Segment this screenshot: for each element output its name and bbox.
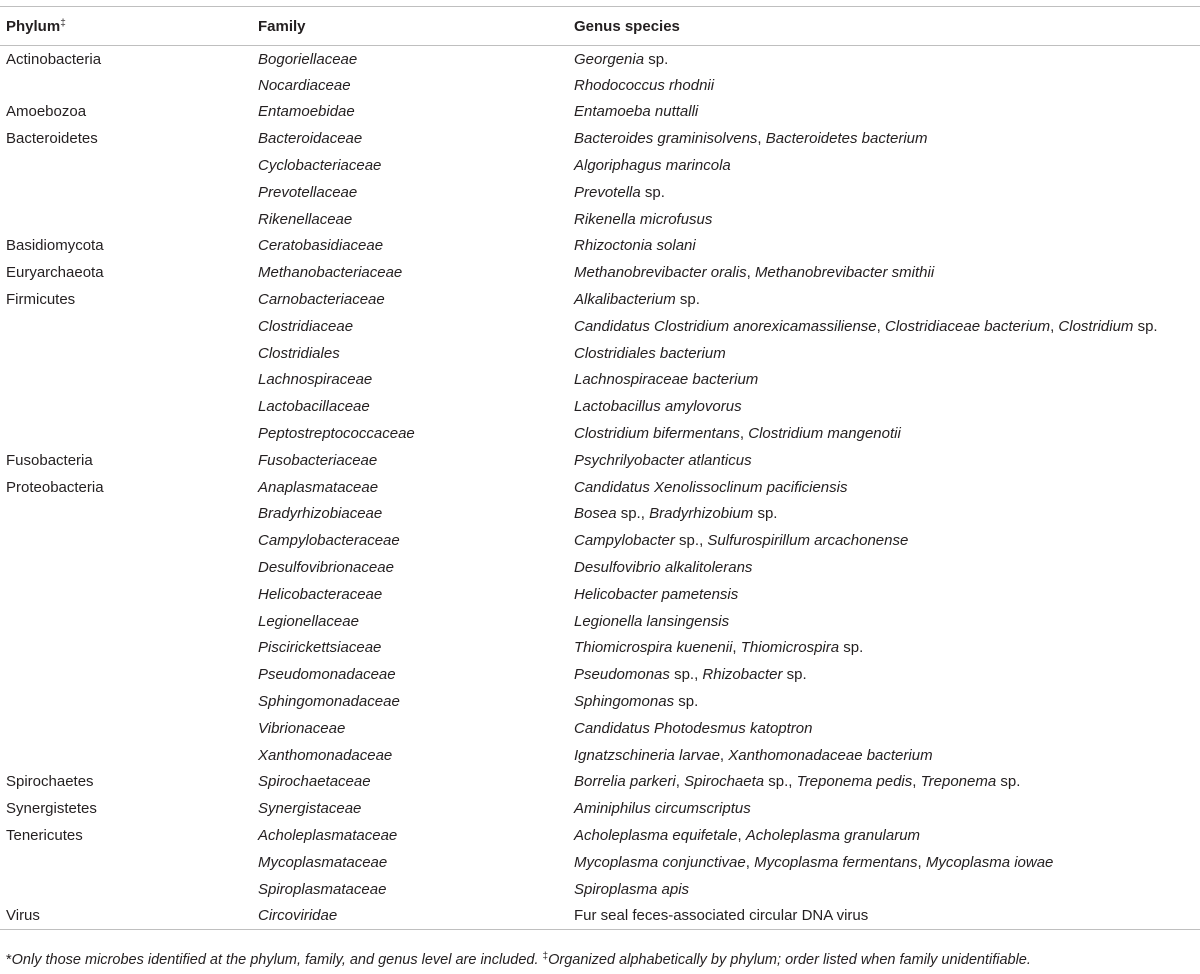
genus-species-cell bbox=[574, 99, 1200, 126]
table-row bbox=[0, 849, 1200, 876]
species-text: Sulfurospirillum arcachonense bbox=[707, 532, 909, 550]
genus-species-cell bbox=[574, 46, 1200, 73]
species-text: Rhodococcus rhodnii bbox=[574, 76, 715, 94]
species-text: Candidatus Clostridium anorexicamassiliense bbox=[574, 317, 877, 335]
species-text: sp. bbox=[644, 51, 669, 69]
table-row bbox=[0, 99, 1200, 126]
family-cell: Bacteroidaceae bbox=[258, 130, 363, 148]
family-cell: Legionellaceae bbox=[258, 612, 359, 630]
phylum-cell: Firmicutes bbox=[6, 291, 76, 309]
family-cell: Nocardiaceae bbox=[258, 76, 351, 94]
phylum-cell bbox=[0, 581, 258, 608]
phylum-cell: Synergistetes bbox=[6, 800, 97, 818]
family-cell: Vibrionaceae bbox=[258, 719, 346, 737]
species-text: Helicobacter pametensis bbox=[574, 585, 739, 603]
genus-species-cell bbox=[574, 313, 1200, 340]
species-text: sp. bbox=[674, 693, 699, 711]
species-text: Mycoplasma conjunctivae bbox=[574, 853, 746, 871]
genus-species-cell bbox=[574, 72, 1200, 99]
species-text: , bbox=[739, 425, 749, 443]
phylum-cell: Spirochaetes bbox=[6, 773, 94, 791]
genus-species-cell bbox=[574, 126, 1200, 153]
header-phylum bbox=[0, 7, 258, 46]
phylum-cell bbox=[0, 528, 258, 555]
genus-species-cell bbox=[574, 796, 1200, 823]
table-row bbox=[0, 340, 1200, 367]
species-text: Entamoeba nuttalli bbox=[574, 103, 699, 121]
species-text: Sphingomonas bbox=[574, 693, 675, 711]
family-cell: Campylobacteraceae bbox=[258, 532, 400, 550]
species-text: Treponema pedis bbox=[796, 773, 913, 791]
species-text: , bbox=[745, 853, 755, 871]
table-row bbox=[0, 394, 1200, 421]
species-text: , bbox=[1050, 317, 1059, 335]
phylum-cell bbox=[0, 153, 258, 180]
family-cell: Peptostreptococcaceae bbox=[258, 425, 415, 443]
genus-species-cell bbox=[574, 742, 1200, 769]
table-row bbox=[0, 179, 1200, 206]
genus-species-cell bbox=[574, 528, 1200, 555]
phylum-cell bbox=[0, 421, 258, 448]
species-text: Alkalibacterium bbox=[574, 291, 676, 309]
table-row bbox=[0, 447, 1200, 474]
species-text: Thiomicrospira bbox=[740, 639, 840, 657]
table-row bbox=[0, 46, 1200, 73]
table-row bbox=[0, 126, 1200, 153]
species-text: Campylobacter bbox=[574, 532, 675, 550]
table-header-row bbox=[0, 7, 1200, 46]
table-row bbox=[0, 555, 1200, 582]
species-text: Lactobacillus amylovorus bbox=[574, 398, 742, 416]
phylum-cell bbox=[0, 608, 258, 635]
genus-species-cell bbox=[574, 823, 1200, 850]
family-cell: Sphingomonadaceae bbox=[258, 693, 400, 711]
family-cell: Methanobacteriaceae bbox=[258, 264, 403, 282]
species-text: sp., bbox=[669, 666, 703, 684]
phylum-cell bbox=[0, 662, 258, 689]
species-text: Candidatus Photodesmus katoptron bbox=[574, 719, 813, 737]
family-cell: Fusobacteriaceae bbox=[258, 451, 378, 469]
table-row bbox=[0, 903, 1200, 930]
genus-species-cell bbox=[574, 287, 1200, 314]
family-cell: Bogoriellaceae bbox=[258, 51, 358, 69]
table-row bbox=[0, 608, 1200, 635]
phylum-cell bbox=[0, 715, 258, 742]
table-row bbox=[0, 823, 1200, 850]
header-family: Family bbox=[258, 7, 574, 46]
genus-species-cell bbox=[574, 340, 1200, 367]
table-footnote bbox=[6, 948, 1196, 969]
species-text: Clostridiaceae bacterium bbox=[884, 317, 1051, 335]
family-cell: Clostridiaceae bbox=[258, 317, 354, 335]
table-row bbox=[0, 153, 1200, 180]
species-text: Borrelia parkeri bbox=[574, 773, 676, 791]
family-cell: Acholeplasmataceae bbox=[258, 827, 398, 844]
table-row bbox=[0, 421, 1200, 448]
genus-species-cell bbox=[574, 876, 1200, 903]
family-cell: Carnobacteriaceae bbox=[258, 291, 385, 309]
phylum-cell bbox=[0, 501, 258, 528]
species-text: sp., bbox=[616, 505, 650, 523]
family-cell: Cyclobacteriaceae bbox=[258, 157, 382, 175]
phylum-cell bbox=[0, 367, 258, 394]
family-cell: Spiroplasmataceae bbox=[258, 880, 387, 898]
genus-species-cell bbox=[574, 662, 1200, 689]
table-body bbox=[0, 46, 1200, 930]
species-text: Rhizoctonia solani bbox=[574, 237, 696, 255]
footnote-star-text: Only those microbes identified at the phylum, family, and genus level are included. bbox=[11, 952, 539, 968]
genus-species-cell bbox=[574, 367, 1200, 394]
table-row bbox=[0, 581, 1200, 608]
family-cell: Lactobacillaceae bbox=[258, 398, 370, 416]
phylum-cell bbox=[0, 876, 258, 903]
species-text: Bosea bbox=[574, 505, 617, 523]
phylum-cell bbox=[0, 689, 258, 716]
family-cell: Clostridiales bbox=[258, 344, 340, 362]
family-cell: Lachnospiraceae bbox=[258, 371, 373, 389]
phylum-cell bbox=[0, 555, 258, 582]
footnote-ddag-text: Organized alphabetically by phylum; order listed when family unidentifiable. bbox=[548, 952, 1031, 968]
species-text: Candidatus Xenolissoclinum pacificiensis bbox=[574, 478, 848, 496]
table-row bbox=[0, 876, 1200, 903]
table-row bbox=[0, 287, 1200, 314]
genus-species-cell bbox=[574, 206, 1200, 233]
species-text: sp. bbox=[782, 666, 807, 684]
family-cell: Entamoebidae bbox=[258, 103, 355, 121]
phylum-cell: Proteobacteria bbox=[6, 478, 104, 496]
species-text: Bacteroides graminisolvens bbox=[574, 130, 758, 148]
table-row bbox=[0, 233, 1200, 260]
species-text: Mycoplasma iowae bbox=[925, 853, 1054, 871]
phylum-cell bbox=[0, 206, 258, 233]
species-text: Psychrilyobacter atlanticus bbox=[574, 451, 752, 469]
species-text: , bbox=[746, 264, 755, 282]
species-text: Treponema bbox=[920, 773, 997, 791]
genus-species-cell bbox=[574, 421, 1200, 448]
genus-species-cell bbox=[574, 608, 1200, 635]
genus-species-cell bbox=[574, 394, 1200, 421]
family-cell: Xanthomonadaceae bbox=[258, 746, 393, 764]
genus-species-cell bbox=[574, 179, 1200, 206]
species-text: , bbox=[912, 773, 921, 791]
table-row bbox=[0, 528, 1200, 555]
header-genus-species: Genus species bbox=[574, 7, 1200, 46]
species-text: sp. bbox=[839, 639, 864, 657]
genus-species-cell bbox=[574, 715, 1200, 742]
table-row bbox=[0, 689, 1200, 716]
phylum-cell bbox=[0, 72, 258, 99]
genus-species-cell bbox=[574, 849, 1200, 876]
table-row bbox=[0, 260, 1200, 287]
species-text: Ignatzschineria larvae bbox=[574, 746, 720, 764]
species-text: Acholeplasma equifetale bbox=[574, 827, 738, 844]
species-text: Xanthomonadaceae bacterium bbox=[728, 746, 933, 764]
species-text: sp., bbox=[674, 532, 708, 550]
genus-species-cell bbox=[574, 474, 1200, 501]
family-cell: Piscirickettsiaceae bbox=[258, 639, 382, 657]
table-row bbox=[0, 635, 1200, 662]
species-text: Lachnospiraceae bacterium bbox=[574, 371, 759, 389]
species-text: Spiroplasma apis bbox=[574, 880, 690, 898]
species-text: Bacteroidetes bacterium bbox=[765, 130, 928, 148]
family-cell: Bradyrhizobiaceae bbox=[258, 505, 383, 523]
family-cell: Rikenellaceae bbox=[258, 210, 353, 228]
table-row bbox=[0, 206, 1200, 233]
family-cell: Mycoplasmataceae bbox=[258, 853, 388, 871]
table-row bbox=[0, 313, 1200, 340]
phylum-cell bbox=[0, 742, 258, 769]
species-text: sp. bbox=[753, 505, 778, 523]
genus-species-cell bbox=[574, 769, 1200, 796]
species-text: , bbox=[876, 317, 885, 335]
table-row bbox=[0, 742, 1200, 769]
species-text: , bbox=[737, 827, 746, 844]
species-text: Methanobrevibacter smithii bbox=[754, 264, 935, 282]
phylum-cell bbox=[0, 313, 258, 340]
header-phylum-mark: ‡ bbox=[60, 17, 66, 29]
genus-species-cell bbox=[574, 581, 1200, 608]
family-cell: Desulfovibrionaceae bbox=[258, 559, 394, 577]
species-text: sp. bbox=[1133, 317, 1158, 335]
species-text: Aminiphilus circumscriptus bbox=[574, 800, 751, 818]
family-cell: Synergistaceae bbox=[258, 800, 362, 818]
species-text: Mycoplasma fermentans bbox=[754, 853, 918, 871]
phylum-cell bbox=[0, 635, 258, 662]
table-row bbox=[0, 367, 1200, 394]
genus-species-cell bbox=[574, 153, 1200, 180]
phylum-cell: Actinobacteria bbox=[6, 51, 102, 69]
species-text: , bbox=[675, 773, 685, 791]
family-cell: Prevotellaceae bbox=[258, 183, 358, 201]
table-row bbox=[0, 72, 1200, 99]
phylum-cell: Euryarchaeota bbox=[6, 264, 104, 282]
family-cell: Circoviridae bbox=[258, 903, 574, 930]
phylum-cell: Basidiomycota bbox=[6, 237, 104, 255]
header-phylum-label: Phylum bbox=[6, 17, 61, 35]
species-text: Rikenella microfusus bbox=[574, 210, 713, 228]
family-cell: Ceratobasidiaceae bbox=[258, 237, 384, 255]
species-text: Georgenia bbox=[574, 51, 645, 69]
species-text: Bradyrhizobium bbox=[649, 505, 754, 523]
species-text: sp. bbox=[675, 291, 700, 309]
species-text: Pseudomonas bbox=[574, 666, 670, 684]
species-text: Clostridium bifermentans bbox=[574, 425, 740, 443]
phylum-cell bbox=[0, 849, 258, 876]
footnote-star-mark: * bbox=[6, 952, 12, 968]
phylum-cell bbox=[0, 340, 258, 367]
family-cell: Pseudomonadaceae bbox=[258, 666, 396, 684]
table-row bbox=[0, 501, 1200, 528]
phylum-cell bbox=[0, 394, 258, 421]
family-cell: Spirochaetaceae bbox=[258, 773, 371, 791]
table-row bbox=[0, 474, 1200, 501]
species-text: Algoriphagus marincola bbox=[574, 157, 731, 175]
species-text: Clostridium mangenotii bbox=[748, 425, 901, 443]
species-text: Methanobrevibacter oralis bbox=[574, 264, 747, 282]
phylum-cell: Amoebozoa bbox=[6, 103, 87, 121]
footnote-ddag-mark: ‡ bbox=[542, 951, 549, 962]
species-text: sp. bbox=[996, 773, 1021, 791]
species-text: Clostridiales bacterium bbox=[574, 344, 726, 362]
family-cell: Anaplasmataceae bbox=[258, 478, 379, 496]
species-text: Prevotella bbox=[574, 183, 641, 201]
species-text: Acholeplasma granularum bbox=[745, 827, 921, 844]
genus-species-cell bbox=[574, 689, 1200, 716]
genus-species-cell bbox=[574, 501, 1200, 528]
table-row bbox=[0, 662, 1200, 689]
species-text: , bbox=[917, 853, 926, 871]
species-text: Fur seal feces-associated circular DNA virus bbox=[574, 907, 869, 925]
phylum-cell: Tenericutes bbox=[6, 827, 83, 844]
phylum-cell bbox=[0, 179, 258, 206]
species-text: , bbox=[732, 639, 741, 657]
species-text: Thiomicrospira kuenenii bbox=[574, 639, 733, 657]
family-cell: Helicobacteraceae bbox=[258, 585, 383, 603]
genus-species-cell bbox=[574, 903, 1200, 930]
species-text: Legionella lansingensis bbox=[574, 612, 730, 630]
species-text: Rhizobacter bbox=[702, 666, 783, 684]
genus-species-cell bbox=[574, 260, 1200, 287]
genus-species-cell bbox=[574, 233, 1200, 260]
species-text: sp., bbox=[764, 773, 797, 791]
table-row bbox=[0, 796, 1200, 823]
table-row bbox=[0, 769, 1200, 796]
genus-species-cell bbox=[574, 635, 1200, 662]
table-row bbox=[0, 715, 1200, 742]
phylum-cell: Virus bbox=[0, 903, 258, 930]
genus-species-cell bbox=[574, 555, 1200, 582]
species-text: sp. bbox=[640, 183, 665, 201]
species-text: Clostridium bbox=[1058, 317, 1134, 335]
species-text: Spirochaeta bbox=[684, 773, 765, 791]
species-text: Desulfovibrio alkalitolerans bbox=[574, 559, 753, 577]
species-text: , bbox=[757, 130, 766, 148]
phylum-cell: Bacteroidetes bbox=[6, 130, 98, 148]
genus-species-cell bbox=[574, 447, 1200, 474]
species-text: , bbox=[719, 746, 729, 764]
phylum-cell: Fusobacteria bbox=[6, 451, 93, 469]
microbe-table bbox=[0, 6, 1200, 930]
